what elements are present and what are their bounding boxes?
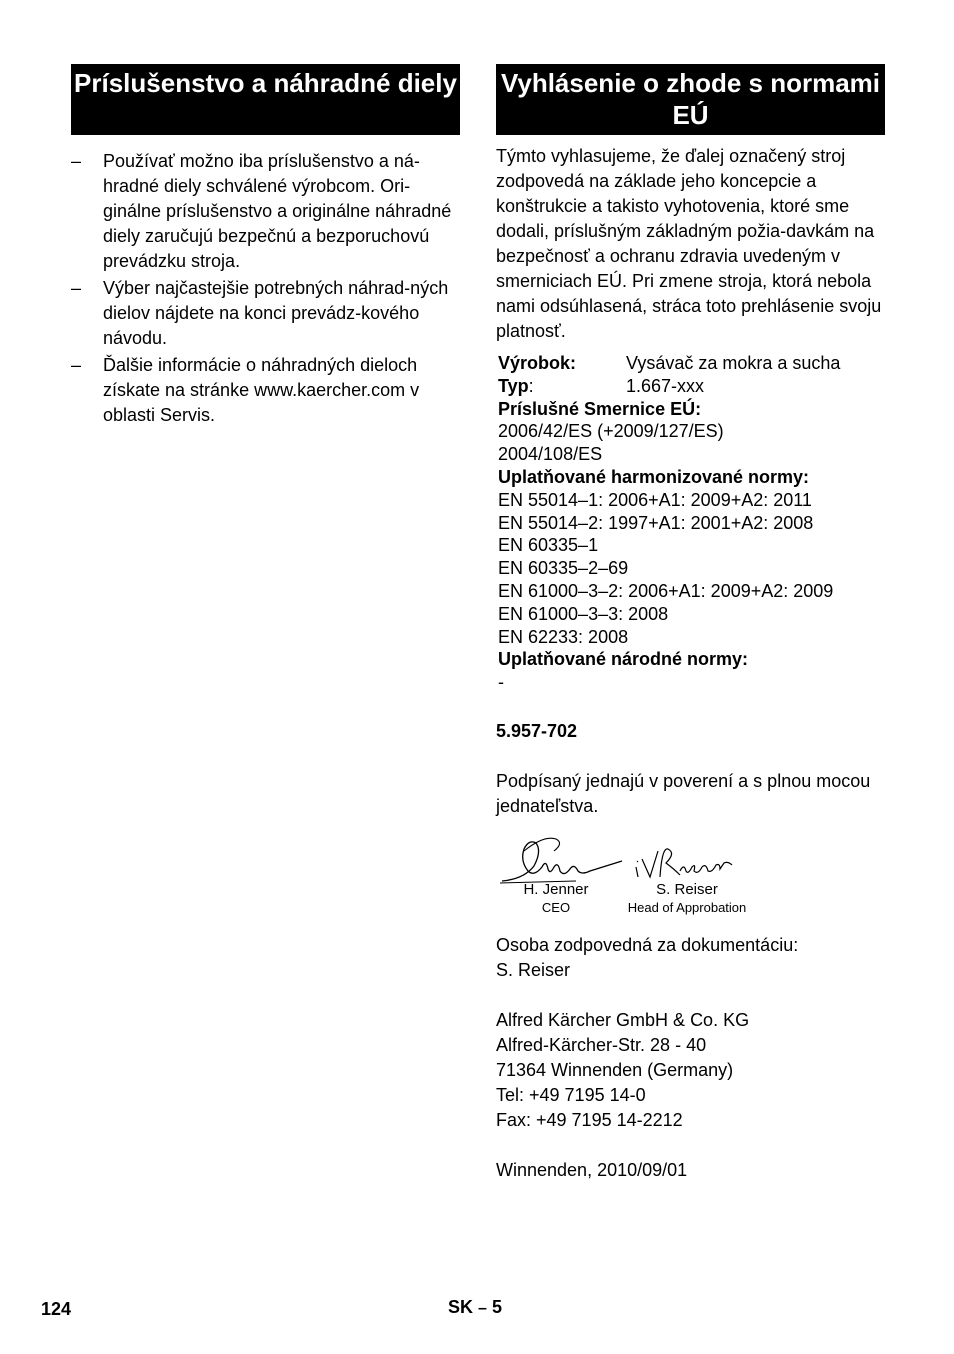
- responsible-name: S. Reiser: [496, 959, 571, 980]
- right-column: [496, 64, 885, 1183]
- type-row: Typ: 1.667-xxx: [498, 375, 705, 396]
- left-column: [71, 64, 460, 430]
- bullet-marker: –: [71, 151, 82, 171]
- product-label: Výrobok:: [498, 353, 577, 373]
- address-line: Alfred Kärcher GmbH & Co. KG: [496, 1009, 750, 1030]
- type-label: Typ: [498, 375, 529, 396]
- address-line: Alfred-Kärcher-Str. 28 - 40: [496, 1034, 707, 1055]
- signature-reiser-image: [628, 837, 738, 887]
- bullet-marker: –: [71, 278, 82, 298]
- standard-item: EN 60335–2–69: [498, 558, 629, 579]
- signatures: [496, 827, 885, 927]
- list-item: – Výber najčastejšie potrebných náhrad-ných dielov nájdete na konci prevádz-kového návodu.: [71, 278, 449, 348]
- signatory-name: H. Jenner: [523, 880, 589, 898]
- section-page-code: [448, 1297, 502, 1318]
- harmonized-standards-label: Uplatňované harmonizované normy:: [498, 466, 810, 487]
- standard-item: EN 55014–2: 1997+A1: 2001+A2: 2008: [498, 512, 814, 533]
- address-line: Fax: +49 7195 14-2212: [496, 1109, 683, 1130]
- list-item: – Používať možno iba príslušenstvo a ná-hradné diely schválené výrobcom. Ori-ginálne príslušenstvo a originálne náhradné diely zaručujú bezpečnú a bezporuchovú prevádzku stroja.: [71, 151, 452, 271]
- language-code: SK: [448, 1297, 474, 1317]
- signatory-role: CEO: [541, 899, 571, 915]
- company-address: [496, 1008, 885, 1133]
- signatory-name: S. Reiser: [656, 880, 718, 898]
- national-standards-label: Uplatňované národné normy:: [498, 649, 749, 670]
- standard-item: EN 61000–3–2: 2006+A1: 2009+A2: 2009: [498, 580, 834, 601]
- responsible-person: [496, 933, 885, 983]
- page-separator: –: [478, 1300, 487, 1317]
- product-value: Vysávač za mokra a sucha: [626, 353, 841, 373]
- address-line: Tel: +49 7195 14-0: [496, 1084, 646, 1105]
- national-standards-value: -: [498, 672, 504, 693]
- directives-label: Príslušné Smernice EÚ:: [498, 398, 702, 419]
- product-specification: [496, 352, 885, 694]
- accessories-list: [71, 149, 460, 428]
- directive-item: 2006/42/ES (+2009/127/ES): [498, 421, 724, 442]
- signing-statement: Podpísaný jednajú v poverení a s plnou mocou jednateľstva.: [496, 770, 871, 816]
- product-row: [498, 352, 885, 375]
- place-and-date: Winnenden, 2010/09/01: [496, 1159, 688, 1180]
- list-item: – Ďalšie informácie o náhradných dieloch získate na stránke www.kaercher.com v oblasti Servis.: [71, 355, 420, 425]
- section-page-number: 5: [491, 1297, 502, 1317]
- document-number: 5.957-702: [496, 720, 578, 741]
- address-line: 71364 Winnenden (Germany): [496, 1059, 734, 1080]
- directive-item: 2004/108/ES: [498, 444, 603, 465]
- standard-item: EN 60335–1: [498, 535, 599, 556]
- standard-item: EN 62233: 2008: [498, 626, 629, 647]
- responsible-label: Osoba zodpovedná za dokumentáciu:: [496, 934, 799, 955]
- accessories-heading: Príslušenstvo a náhradné diely: [71, 64, 460, 135]
- bullet-marker: –: [71, 355, 82, 375]
- signatory-role: Head of Approbation: [627, 899, 747, 915]
- conformity-intro: Týmto vyhlasujeme, že ďalej označený stroj zodpovedá na základe jeho koncepcie a konštrukcie a takisto vyhotovenia, ktoré sme dodali, príslušným základným požia-davkám na bezpečnosť a ochranu zdravia uvedeným v smerniciach EÚ. Pri zmene stroja, ktorá nebola nami odsúhlasená, stráca toto prehlásenie svoju platnosť.: [496, 146, 882, 341]
- standard-item: EN 61000–3–3: 2008: [498, 603, 669, 624]
- standard-item: EN 55014–1: 2006+A1: 2009+A2: 2011: [498, 489, 812, 510]
- page-number: 124: [41, 1299, 72, 1319]
- conformity-heading: Vyhlásenie o zhode s normami EÚ: [496, 64, 885, 135]
- type-value: 1.667-xxx: [626, 375, 705, 396]
